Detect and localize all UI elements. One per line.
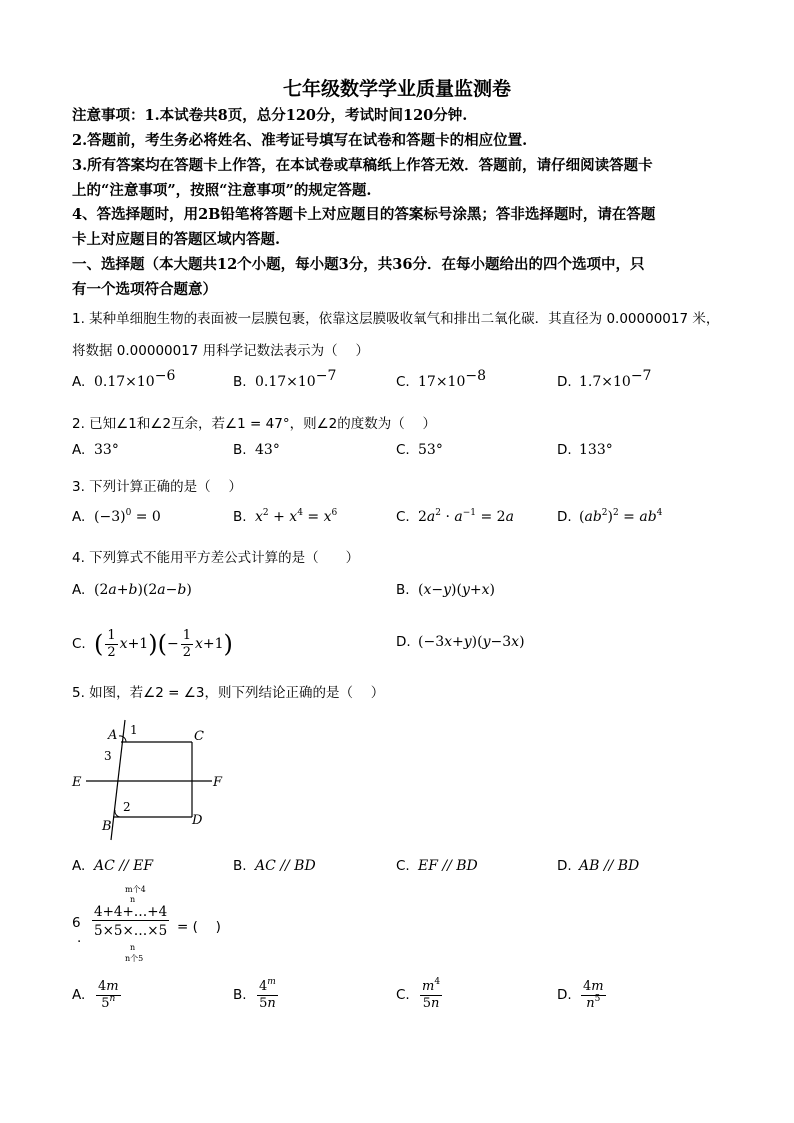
label-c: C — [194, 729, 204, 744]
notice-line-5: 4、答选择题时，用2B铅笔将答题卡上对应题目的答案标号涂黑；答非选择题时，请在答题 — [72, 206, 656, 223]
angle-arc-2 — [115, 810, 120, 817]
q6-option-d[interactable]: D. $\frac{4m}{n^5}$ — [557, 979, 604, 1011]
q1-option-c[interactable]: C. $17\times 10^{-8}$ — [396, 368, 486, 390]
label-f: F — [213, 775, 223, 790]
page-title: 七年级数学学业质量监测卷 — [282, 78, 511, 100]
section-heading-line-2: 有一个选项符合题意） — [72, 281, 217, 298]
label-three: 3 — [104, 749, 112, 763]
q4-option-a[interactable]: A. (2a+b)(2a−b) — [72, 582, 192, 598]
q5-option-b[interactable]: B. AC // BD — [233, 858, 316, 874]
q5-option-a[interactable]: A. AC // EF — [72, 858, 154, 874]
q4-option-d[interactable]: D. (−3x+y)(y−3x) — [396, 634, 525, 650]
q2-option-a[interactable]: A. 33° — [72, 442, 119, 458]
q5-option-d[interactable]: D. AB // BD — [557, 858, 640, 874]
label-e: E — [72, 775, 82, 790]
q6-d-expression: $\frac{4m}{n^5}$ — [583, 979, 604, 1011]
q6-tail: = ( ) — [177, 919, 221, 935]
q1-option-b[interactable]: B. $0.17\times 10^{-7}$ — [233, 368, 337, 390]
label-d: D — [192, 813, 203, 828]
q4-c-expression: ( $\frac{1}{2}$ x +1 ) ( − $\frac{1}{2}$ x +1 ) — [94, 627, 233, 660]
q6-a-expression: $\frac{4m}{5^n}$ — [98, 979, 119, 1011]
q6-top-note: m个4 — [125, 885, 146, 894]
q6-fraction — [92, 904, 169, 939]
q3-option-c[interactable]: C. $2a^2 \cdot a^{-1} = 2a$ — [396, 508, 514, 525]
q6-option-c[interactable]: C. $\frac{m^4}{5n}$ — [396, 977, 441, 1011]
q2-option-b[interactable]: B. 43° — [233, 442, 280, 458]
q4-option-c[interactable]: C. ( $\frac{1}{2}$ x +1 ) ( − $\frac{1}{2}$ x +1 ) — [72, 627, 233, 660]
q2-stem: 2. 已知∠1和∠2互余，若∠1 = 47°，则∠2的度数为（ ） — [72, 416, 437, 432]
label-one: 1 — [130, 723, 138, 737]
notice-line-3: 3.所有答案均在答题卡上作答，在本试卷或草稿纸上作答无效．答题前，请仔细阅读答题卡 — [72, 157, 653, 174]
q6-option-b[interactable]: B. $\frac{4^m}{5n}$ — [233, 977, 276, 1011]
q1-option-a[interactable]: A. $0.17\times 10^{-6}$ — [72, 368, 176, 390]
q4-stem: 4. 下列算式不能用平方差公式计算的是（ ） — [72, 550, 360, 566]
q6-numerator: 4+4+…+4 — [94, 904, 168, 920]
q3-option-a[interactable]: A. $(-3)^0 = 0$ — [72, 508, 161, 525]
q6-bottom-note: n个5 — [125, 954, 144, 963]
q3-stem: 3. 下列计算正确的是（ ） — [72, 479, 242, 495]
q5-stem: 5. 如图，若∠2 = ∠3，则下列结论正确的是（ ） — [72, 685, 385, 701]
notice-line-4: 上的“注意事项”，按照“注意事项”的规定答题. — [72, 182, 372, 199]
q4-b-expression: (x−y)(y+x) — [418, 582, 495, 598]
q3-c-expression: $2a^2 \cdot a^{-1} = 2a$ — [418, 508, 514, 525]
q6-number: 6 — [72, 915, 81, 931]
q6-option-a[interactable]: A. $\frac{4m}{5^n}$ — [72, 979, 119, 1011]
q3-b-expression: $x^2 + x^4 = x^6$ — [255, 508, 338, 525]
q6-bottom-n: n — [130, 943, 136, 952]
q3-a-expression: $(-3)^0 = 0$ — [94, 508, 161, 525]
notice-line-6: 卡上对应题目的答题区域内答题. — [72, 231, 281, 248]
section-heading-line-1: 一、选择题（本大题共12个小题，每小题3分，共36分．在每小题给出的四个选项中，只 — [72, 256, 645, 273]
q3-d-expression: $(ab^2)^2 = ab^4$ — [579, 508, 663, 525]
q1-stem-line-2: 将数据 0.00000017 用科学记数法表示为（ ） — [72, 343, 369, 359]
label-b: B — [102, 819, 112, 834]
q2-option-c[interactable]: C. 53° — [396, 442, 443, 458]
q6-denominator: 5×5×…×5 — [94, 923, 168, 939]
q4-d-expression: (−3x+y)(y−3x) — [418, 634, 525, 650]
label-two: 2 — [123, 800, 131, 814]
q6-top-n: n — [130, 895, 136, 904]
label-a: A — [108, 728, 118, 743]
q5-option-c[interactable]: C. EF // BD — [396, 858, 478, 874]
notice-line-1: 注意事项：1.本试卷共8页，总分120分，考试时间120分钟. — [72, 107, 468, 124]
q6-number-dot: . — [77, 930, 82, 946]
q1-stem-line-1: 1. 某种单细胞生物的表面被一层膜包裹，依靠这层膜吸收氧气和排出二氧化碳．其直径为 0.00000017 米， — [72, 311, 720, 327]
q1-option-d[interactable]: D. $1.7\times 10^{-7}$ — [557, 368, 652, 390]
notice-line-2: 2.答题前，考生务必将姓名、准考证号填写在试卷和答题卡的相应位置. — [72, 132, 528, 149]
q4-option-b[interactable]: B. (x−y)(y+x) — [396, 582, 495, 598]
q3-option-d[interactable]: D. $(ab^2)^2 = ab^4$ — [557, 508, 663, 525]
q5-geometry-figure — [68, 712, 238, 842]
q6-c-expression: $\frac{m^4}{5n}$ — [422, 977, 441, 1011]
q2-option-d[interactable]: D. 133° — [557, 442, 613, 458]
q6-b-expression: $\frac{4^m}{5n}$ — [259, 977, 276, 1011]
q4-a-expression: (2a+b)(2a−b) — [94, 582, 192, 598]
q3-option-b[interactable]: B. $x^2 + x^4 = x^6$ — [233, 508, 338, 525]
